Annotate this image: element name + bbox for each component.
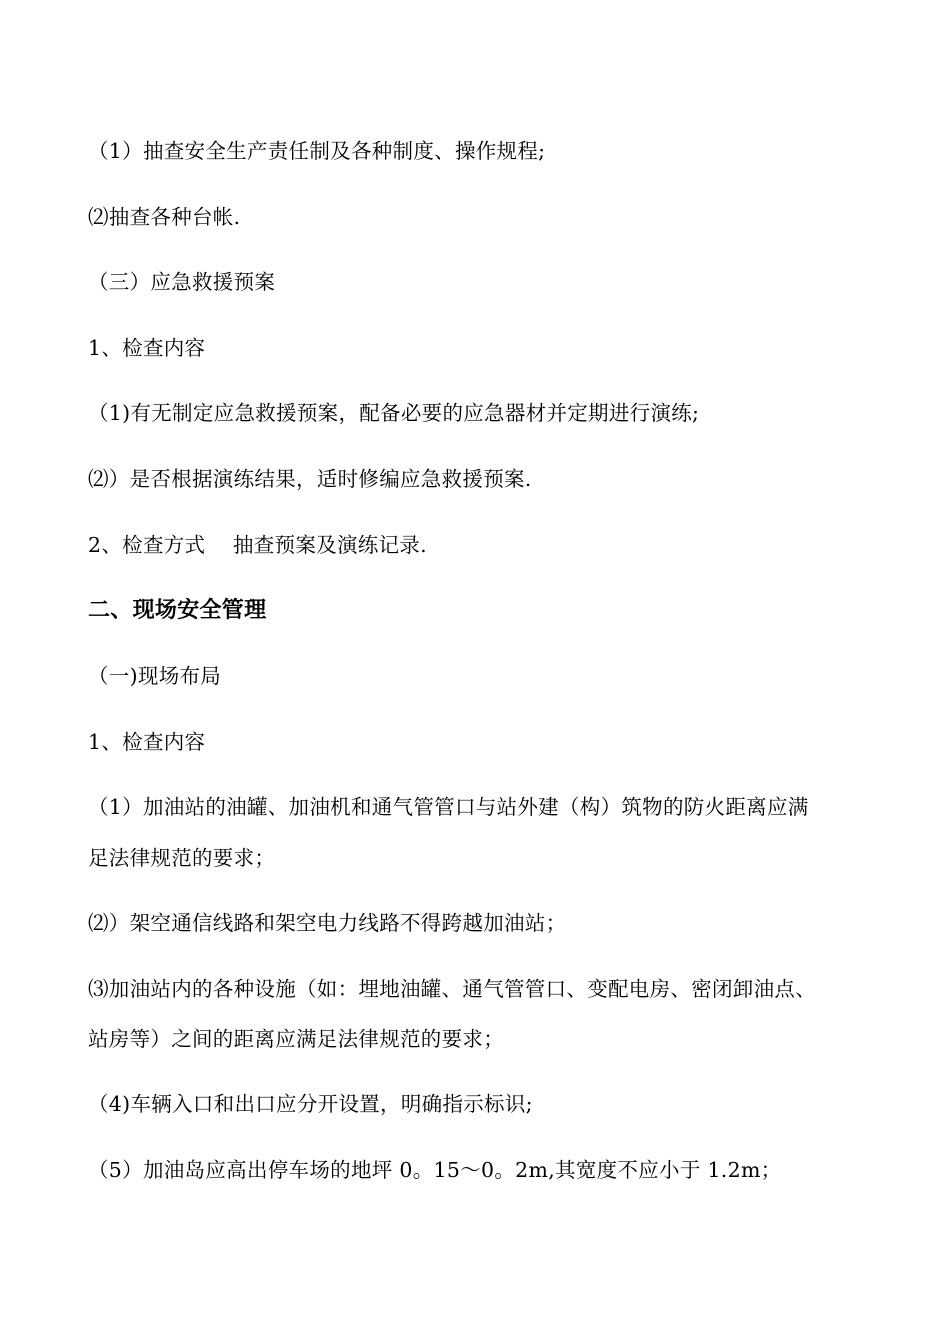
text-line: 1、检查内容	[88, 730, 206, 754]
text-line: （三）应急救援预案	[88, 270, 276, 294]
text-line: 2、检查方式 抽查预案及演练记录.	[88, 533, 427, 557]
text-line: （一)现场布局	[88, 664, 222, 688]
text-line: （1)有无制定应急救援预案，配备必要的应急器材并定期进行演练;	[88, 401, 700, 425]
text-line: ⑶加油站内的各种设施（如：埋地油罐、通气管管口、变配电房、密闭卸油点、	[88, 977, 816, 1001]
text-line: ⑵）是否根据演练结果，适时修编应急救援预案.	[88, 467, 532, 491]
text-line: （4)车辆入口和出口应分开设置，明确指示标识;	[88, 1092, 533, 1116]
text-line: ⑵抽查各种台帐.	[88, 205, 241, 229]
text-line: （1）抽查安全生产责任制及各种制度、操作规程;	[88, 139, 546, 163]
text-line: 站房等）之间的距离应满足法律规范的要求；	[88, 1027, 504, 1051]
text-line: 1、检查内容	[88, 336, 206, 360]
text-line: （1）加油站的油罐、加油机和通气管管口与站外建（构）筑物的防火距离应满	[88, 795, 809, 819]
section-heading: 二、现场安全管理	[88, 597, 267, 623]
text-line: 足法律规范的要求；	[88, 846, 276, 870]
text-line: ⑵）架空通信线路和架空电力线路不得跨越加油站；	[88, 911, 567, 935]
text-line: （5）加油岛应高出停车场的地坪 0。15～0。2m,其宽度不应小于 1.2m；	[88, 1158, 782, 1182]
